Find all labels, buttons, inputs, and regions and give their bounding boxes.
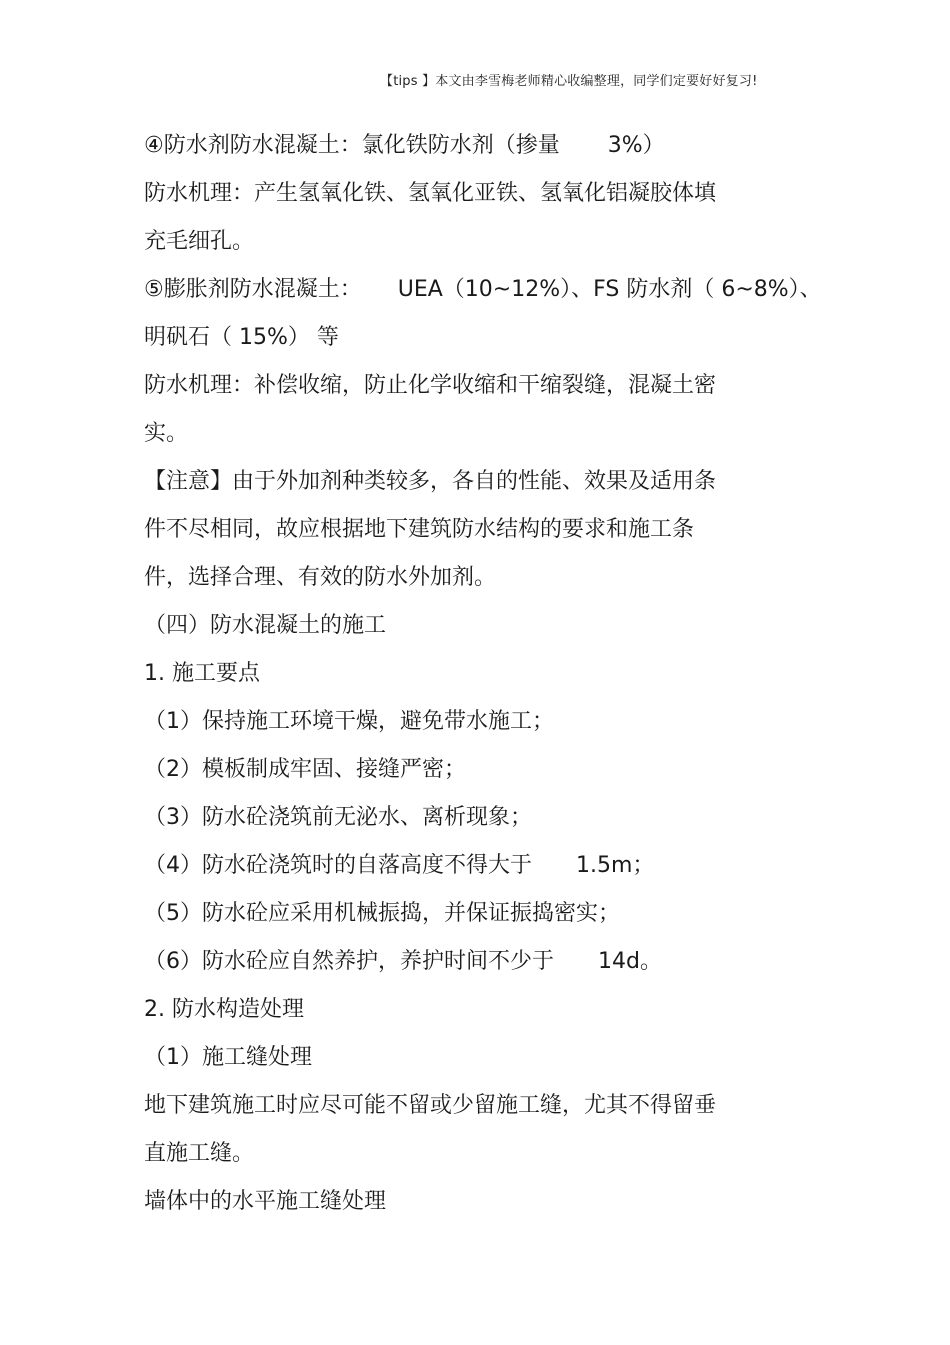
text-line-1-value: 3%） (607, 133, 665, 158)
list-item-1: （1）保持施工环境干燥，避免带水施工； (144, 709, 554, 734)
text-line-1 (144, 132, 665, 160)
list-item-5: （5）防水砼应采用机械振捣，并保证振捣密实； (144, 901, 620, 926)
text-line-1-main: ④防水剂防水混凝土：氯化铁防水剂（掺量 (144, 133, 560, 158)
text-line-21: 地下建筑施工时应尽可能不留或少留施工缝，尤其不得留垂 (144, 1093, 717, 1118)
text-line-23: 墙体中的水平施工缝处理 (144, 1189, 387, 1214)
text-line-8: 【注意】由于外加剂种类较多，各自的性能、效果及适用条 (144, 469, 717, 494)
text-line-4-main: ⑤膨胀剂防水混凝土： (144, 277, 362, 302)
list-item-4 (144, 852, 654, 880)
sub-item-1: （1）施工缝处理 (144, 1045, 312, 1070)
text-line-2: 防水机理：产生氢氧化铁、氢氧化亚铁、氢氧化铝凝胶体填 (144, 181, 717, 206)
text-line-22: 直施工缝。 (144, 1141, 255, 1166)
text-line-7: 实。 (144, 421, 189, 446)
list-item-4-value: 1.5m； (576, 853, 655, 878)
text-line-9: 件不尽相同，故应根据地下建筑防水结构的要求和施工条 (144, 517, 695, 542)
list-item-6 (144, 948, 662, 976)
subheading-2: 2. 防水构造处理 (144, 997, 304, 1022)
text-line-10: 件，选择合理、有效的防水外加剂。 (144, 565, 497, 590)
list-item-2: （2）模板制成牢固、接缝严密； (144, 757, 466, 782)
list-item-3: （3）防水砼浇筑前无泌水、离析现象； (144, 805, 532, 830)
text-line-5: 明矾石（ 15%） 等 (144, 325, 339, 350)
list-item-4-main: （4）防水砼浇筑时的自落高度不得大于 (144, 853, 532, 878)
text-line-6: 防水机理：补偿收缩，防止化学收缩和干缩裂缝，混凝土密 (144, 373, 717, 398)
list-item-6-main: （6）防水砼应自然养护，养护时间不少于 (144, 949, 554, 974)
text-line-3: 充毛细孔。 (144, 229, 255, 254)
header-tip: 【tips 】本文由李雪梅老师精心收编整理，同学们定要好好复习! (380, 74, 758, 89)
text-line-4 (144, 276, 822, 304)
subheading-1: 1. 施工要点 (144, 661, 260, 686)
section-heading-4: （四）防水混凝土的施工 (144, 613, 387, 638)
text-line-4-values: UEA（10~12%）、FS 防水剂（ 6~8%）、 (397, 277, 822, 302)
list-item-6-value: 14d。 (598, 949, 662, 974)
